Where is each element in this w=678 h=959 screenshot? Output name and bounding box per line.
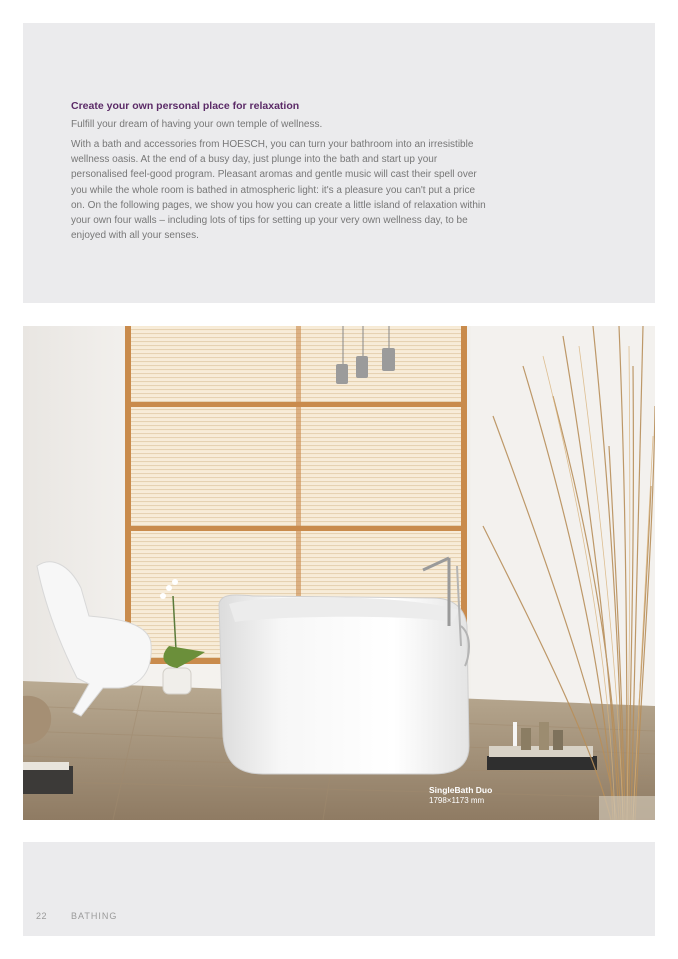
section-heading: Create your own personal place for relaxation (71, 100, 300, 112)
bathroom-photo (23, 326, 655, 820)
footer-panel (23, 842, 655, 936)
product-caption-title: SingleBath Duo (429, 785, 493, 795)
intro-text: Fulfill your dream of having your own temple of wellness. (71, 119, 323, 130)
page-number: 22 (36, 911, 48, 921)
section-label: BATHING (71, 911, 118, 921)
product-caption-size: 1798×1173 mm (429, 796, 485, 805)
body-paragraph: With a bath and accessories from HOESCH, you can turn your bathroom into an irresistible wellness oasis. At the end of a busy day, just plunge into the bath and start up your personalised feel-good program. Pleasant aromas and gentle music will cast their spell over you while the whole room is bathed in atmospheric light: it's a pleasure you can't put a price on. On the following pages, we show you how you can create a little island of relaxation within your own four walls – including lots of tips for setting up your very own wellness day, to be enjoyed with all your senses. (71, 139, 486, 242)
